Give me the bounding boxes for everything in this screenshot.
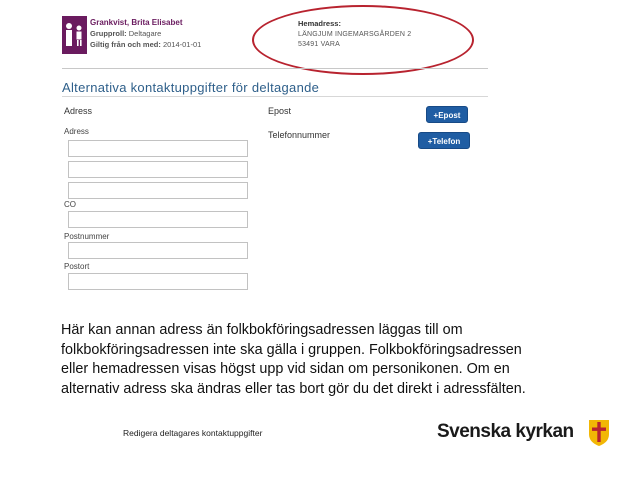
- address-heading: Adress: [64, 106, 93, 116]
- section-title: Alternativa kontaktuppgifter för deltagande: [62, 80, 320, 95]
- person-name: Grankvist, Brita Elisabet: [90, 18, 183, 27]
- home-address-line2: 53491 VARA: [298, 41, 340, 48]
- group-role-value: Deltagare: [128, 29, 162, 38]
- co-field-label: CO: [64, 200, 76, 209]
- co-field[interactable]: [68, 211, 248, 228]
- phone-heading: Telefonnummer: [268, 130, 331, 140]
- address-line3-field[interactable]: [68, 182, 248, 199]
- header-divider: [62, 68, 488, 69]
- section-divider: [62, 96, 488, 97]
- group-role-label: Grupproll:: [90, 29, 127, 38]
- church-cross-emblem-icon: [587, 419, 611, 447]
- description-line: eller hemadressen visas högst upp vid sidan om personikonen. Om en: [61, 361, 510, 377]
- postal-code-field[interactable]: [68, 242, 248, 259]
- address-line2-field[interactable]: [68, 161, 248, 178]
- highlight-ellipse: [252, 5, 474, 75]
- brand-logo: [437, 421, 617, 445]
- valid-from: [90, 40, 201, 49]
- group-role: [90, 29, 161, 38]
- city-field[interactable]: [68, 273, 248, 290]
- description-line: Här kan annan adress än folkbokföringsadressen läggas till om: [61, 322, 463, 338]
- valid-from-value: 2014-01-01: [162, 40, 202, 49]
- city-label: Postort: [64, 262, 90, 271]
- home-address-label: Hemadress:: [298, 19, 341, 28]
- brand-name: Svenska kyrkan: [437, 421, 574, 442]
- footer-caption: Redigera deltagares kontaktuppgifter: [123, 428, 263, 438]
- person-header: [56, 6, 486, 64]
- description-text: [61, 321, 601, 399]
- description-line: folkbokföringsadressen inte ska gälla i gruppen. Folkbokföringsadressen: [61, 341, 522, 358]
- home-address-line1: LÄNGJUM INGEMARSGÅRDEN 2: [298, 31, 412, 38]
- valid-from-label: Giltig från och med:: [90, 40, 161, 49]
- email-heading: Epost: [268, 106, 292, 116]
- postal-code-label: Postnummer: [64, 232, 110, 241]
- screenshot-panel: [56, 6, 486, 306]
- address-line1-field[interactable]: [68, 140, 248, 157]
- add-email-button[interactable]: +Epost: [426, 106, 468, 123]
- add-phone-button[interactable]: +Telefon: [418, 132, 470, 149]
- description-line: alternativ adress ska ändras eller tas bort gör du det direkt i adressfälten.: [61, 380, 526, 397]
- family-icon: [62, 16, 87, 54]
- address-field-label: Adress: [64, 127, 89, 136]
